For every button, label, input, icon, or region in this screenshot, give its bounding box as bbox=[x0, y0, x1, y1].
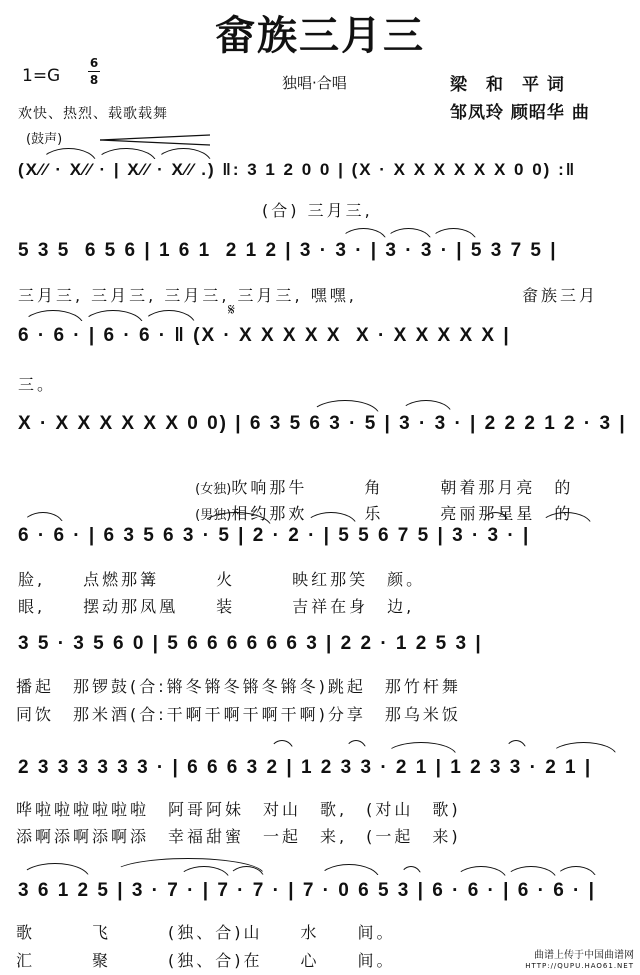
crescendo-hairpin bbox=[100, 131, 210, 141]
lyrics-system-5-verse-1: 脸, 点燃那篝 火 映红那笑 颜。 bbox=[18, 570, 426, 589]
drum-label: (鼓声) bbox=[26, 132, 63, 147]
notation-system-4: X · X X X X X X 0 0) | 6 3 5 6 3 · 5 | 3 · 3 · | 2 2 2 1 2 · 3 | bbox=[18, 413, 627, 434]
slur bbox=[22, 310, 84, 326]
time-signature bbox=[88, 56, 100, 87]
lyrics-system-7-verse-1: 哗啦啦啦啦啦啦 阿哥阿妹 对山 歌, (对山 歌) bbox=[16, 800, 461, 819]
slur bbox=[270, 740, 294, 752]
lyrics-system-1: (合) 三月三, bbox=[262, 201, 373, 220]
part-label-male-solo: (男独) bbox=[195, 508, 232, 523]
notation-system-6: 3 5 · 3 5 6 0 | 5 6 6 6 6 6 6 3 | 2 2 · 1 2 5 3 | bbox=[18, 633, 483, 654]
lyrics-system-8-verse-2: 汇 聚 (独、合)在 心 间。 bbox=[16, 951, 396, 970]
slur bbox=[142, 310, 196, 326]
watermark-url: HTTP://QUPU.HAO61.NET bbox=[525, 962, 634, 970]
watermark bbox=[525, 950, 634, 972]
lyrics-text: 相约那欢 乐 亮丽那星星 的 bbox=[231, 504, 574, 523]
slur bbox=[555, 866, 597, 880]
song-title: 畲族三月三 bbox=[215, 13, 425, 59]
time-signature-top: 6 bbox=[89, 56, 99, 70]
lyrics-text: 吹响那牛 角 朝着那月亮 的 bbox=[231, 478, 574, 497]
tempo-marking: 欢快、热烈、载歌载舞 bbox=[18, 106, 168, 122]
slur bbox=[400, 866, 422, 878]
composer-credit: 邹凤玲 顾昭华 曲 bbox=[450, 103, 590, 123]
slur bbox=[385, 742, 457, 756]
notation-system-1: (X⁄⁄ · X⁄⁄ · | X⁄⁄ · X⁄⁄ .) ‖: 3 1 2 0 0 | (X · X X X X X X 0 0) :‖ bbox=[18, 160, 577, 179]
slur bbox=[400, 400, 452, 414]
part-label-female-solo: (女独) bbox=[195, 482, 232, 497]
time-signature-bottom: 8 bbox=[89, 73, 99, 87]
notation-system-2: 5 3 5 6 5 6 | 1 6 1 2 1 2 | 3 · 3 · | 3 · 3 · | 5 3 7 5 | bbox=[18, 240, 558, 261]
slur bbox=[82, 310, 144, 326]
watermark-text: 曲谱上传于中国曲谱网 bbox=[534, 950, 634, 961]
lyrics-system-6-verse-2: 同饮 那米酒(合:干啊干啊干啊干啊)分享 那乌米饭 bbox=[16, 705, 461, 724]
lyrics-system-5-verse-2: 眼, 摆动那凤凰 装 吉祥在身 边, bbox=[18, 597, 415, 616]
lyrics-system-6-verse-1: 播起 那锣鼓(合:锵冬锵冬锵冬锵冬)跳起 那竹杆舞 bbox=[16, 677, 461, 696]
slur bbox=[505, 740, 527, 752]
lyrics-system-3: 三。 bbox=[18, 375, 57, 394]
slur bbox=[550, 742, 617, 756]
slur bbox=[20, 863, 90, 879]
lyrics-system-7-verse-2: 添啊添啊添啊添 幸福甜蜜 一起 来, (一起 来) bbox=[16, 827, 461, 846]
notation-system-3: 6 · 6 · | 6 · 6 · ‖ (X · X X X X X X · X X X X X | bbox=[18, 325, 511, 346]
segno-sign: 𝄋 bbox=[228, 300, 235, 319]
slur bbox=[455, 866, 507, 880]
notation-system-7: 2 3 3 3 3 3 3 · | 6 6 6 3 2 | 1 2 3 3 · 2 1 | 1 2 3 3 · 2 1 | bbox=[18, 757, 593, 778]
slur bbox=[318, 864, 380, 880]
lyrics-system-8-verse-1: 歌 飞 (独、合)山 水 间。 bbox=[16, 923, 396, 942]
key-signature: 1=G bbox=[22, 66, 61, 86]
lyrics-system-2-end: 畲族三月 bbox=[522, 286, 599, 305]
notation-system-8: 3 6 1 2 5 | 3 · 7 · | 7 · 7 · | 7 · 0 6 5 3 | 6 · 6 · | 6 · 6 · | bbox=[18, 880, 596, 901]
slur bbox=[345, 740, 367, 752]
lyrics-system-2: 三月三, 三月三, 三月三, 三月三, 嘿嘿, bbox=[18, 286, 357, 305]
notation-system-5: 6 · 6 · | 6 3 5 6 3 · 5 | 2 · 2 · | 5 5 6 7 5 | 3 · 3 · | bbox=[18, 525, 531, 546]
performance-type: 独唱·合唱 bbox=[282, 74, 347, 92]
slur bbox=[22, 512, 64, 526]
lyricist-credit: 梁 和 平 词 bbox=[450, 75, 565, 95]
slur bbox=[505, 866, 557, 880]
